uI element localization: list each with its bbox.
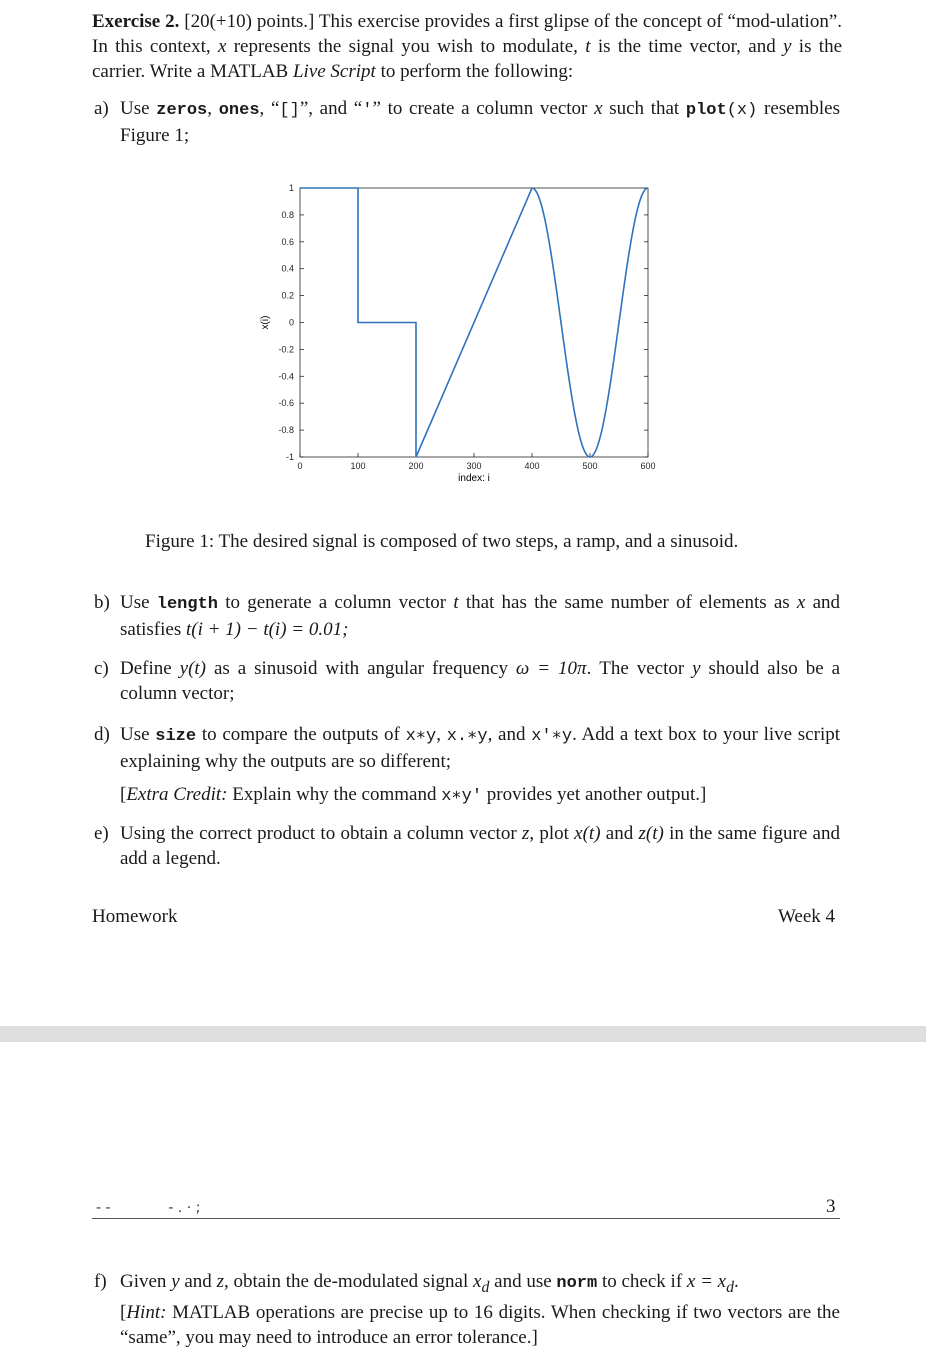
text: should also be a column vector; [120, 658, 840, 704]
item-b [94, 590, 840, 642]
text: , and [487, 724, 532, 745]
footer-week: Week 4 [778, 906, 836, 927]
text: Explain why the command [227, 784, 442, 805]
y-tick-label: -0.8 [278, 425, 294, 436]
text: to compare the outputs of [196, 724, 406, 745]
var-y: y [692, 658, 701, 679]
y-axis-label: x(i) [260, 315, 271, 330]
text: Given [120, 1271, 172, 1292]
var-x: x [217, 36, 227, 57]
text: Use [120, 592, 157, 613]
y-tick-label: 0.6 [281, 236, 294, 247]
x-tick-label: 200 [408, 461, 424, 471]
text: Define [120, 658, 180, 679]
item-label: b) [94, 592, 110, 613]
item-c [94, 656, 840, 706]
hint-label: Hint: [126, 1301, 167, 1323]
math-expression: z(t) [638, 823, 664, 844]
text: and use [489, 1271, 557, 1292]
text: provides yet another output.] [482, 784, 707, 805]
text: to check if [597, 1271, 687, 1292]
text: as a sinusoid with angular frequency [206, 658, 516, 679]
code-arg: (x) [726, 101, 758, 120]
x-tick-label: 400 [524, 461, 540, 471]
text: . Add a text box to your live script explaining why the outputs are so different; [120, 724, 841, 772]
text: , obtain the de-modulated signal [223, 1271, 474, 1292]
intro-text: to perform the following: [375, 61, 574, 82]
code-expr: x∗y [405, 727, 437, 746]
text: and [600, 823, 639, 844]
text: such that [602, 98, 686, 119]
text: ”, and “ [299, 98, 363, 119]
var-z: z [216, 1271, 224, 1292]
text: and [179, 1271, 217, 1292]
exercise-title: Exercise 2. [92, 11, 180, 32]
item-e [94, 821, 840, 871]
code-transpose: ′ [362, 101, 373, 120]
x-tick-label: 600 [640, 461, 656, 471]
figure-1-chart [252, 180, 672, 500]
item-label: a) [94, 98, 109, 119]
text: . [734, 1271, 739, 1292]
math-expression: t(i + 1) − t(i) = 0.01; [185, 619, 349, 640]
text: Using the correct product to obtain a column vector [120, 823, 522, 844]
code-ones: ones [218, 101, 260, 120]
code-length: length [156, 595, 218, 614]
text: in the same figure and add a legend. [120, 823, 840, 869]
text: Use [120, 98, 157, 119]
math-expression: y(t) [179, 658, 207, 679]
text: , “ [259, 98, 280, 119]
code-zeros: zeros [156, 101, 208, 120]
var-x: x [473, 1271, 482, 1292]
item-label: d) [94, 724, 110, 745]
y-tick-label: -0.2 [278, 344, 294, 355]
page-separator [0, 1026, 926, 1042]
intro-text: represents the signal you wish to modulate, [226, 36, 586, 57]
text: and satisfies [120, 592, 840, 640]
item-label: e) [94, 823, 109, 844]
page-number: 3 [826, 1196, 836, 1217]
math-expression: x(t) [574, 823, 601, 844]
signal-line [300, 188, 648, 457]
figure-caption: Figure 1: The desired signal is composed of two steps, a ramp, and a sinusoid. [145, 531, 739, 552]
text: Use [120, 724, 156, 745]
intro-text: is the time vector, and [590, 36, 784, 57]
x-tick-label: 100 [350, 461, 366, 471]
math-expression: x = x [686, 1271, 727, 1292]
item-label: f) [94, 1271, 107, 1292]
y-tick-label: 1 [288, 183, 294, 193]
header-rule [92, 1218, 840, 1219]
scan-artifact: - - - . · ; [96, 1200, 201, 1216]
text: , [436, 724, 447, 745]
var-z: z [521, 823, 530, 844]
x-tick-label: 300 [466, 461, 482, 471]
exercise-intro [92, 9, 842, 84]
var-x: x [594, 98, 603, 119]
code-plot: plot [685, 101, 727, 120]
item-label: c) [94, 658, 109, 679]
subscript: d [481, 1278, 490, 1296]
y-tick-label: 0.8 [281, 209, 294, 220]
var-x: x [796, 592, 806, 613]
text: , plot [529, 823, 575, 844]
y-tick-label: -1 [285, 452, 294, 462]
y-tick-label: 0.2 [281, 290, 294, 301]
footer-homework: Homework [92, 906, 178, 927]
subscript: d [726, 1278, 735, 1296]
item-a [94, 96, 840, 148]
item-d [94, 722, 840, 809]
var-y: y [171, 1271, 180, 1292]
code-expr: x.∗y [446, 727, 488, 746]
x-axis-label: index: i [458, 473, 490, 484]
code-expr: x′∗y [531, 727, 573, 746]
extra-credit-label: Extra Credit: [126, 784, 228, 805]
x-tick-label: 0 [297, 461, 303, 471]
code-brackets: [] [279, 101, 300, 120]
y-tick-label: -0.4 [278, 371, 294, 382]
item-f [94, 1269, 840, 1350]
x-tick-label: 500 [582, 461, 598, 471]
text: resembles Figure 1; [120, 98, 840, 146]
text: . The vector [586, 658, 693, 679]
code-norm: norm [556, 1274, 598, 1293]
math-expression: ω = 10π [515, 658, 587, 679]
text: ” to create a column vector [372, 98, 595, 119]
live-script-term: Live Script [292, 61, 376, 82]
exercise-points: [20(+10) points.] [184, 11, 315, 32]
text: to generate a column vector [218, 592, 454, 613]
y-tick-label: 0 [288, 317, 294, 328]
y-tick-label: 0.4 [281, 263, 294, 274]
var-t: t [453, 592, 459, 613]
text: , [207, 98, 219, 119]
text: [ [120, 784, 127, 805]
text: [ [120, 1301, 127, 1323]
text: that has the same number of elements as [458, 592, 797, 613]
code-size: size [155, 727, 197, 746]
code-expr: x∗y′ [441, 787, 483, 806]
intro-text: is the carrier. Write a MATLAB [92, 36, 843, 82]
intro-text: This exercise provides a first glipse of the concept of “mod-ulation”. In this context, [92, 11, 842, 57]
text: MATLAB operations are precise up to 16 digits. When checking if two vectors are the “same”, you may need to introduce an error tolerance.] [120, 1301, 840, 1348]
var-y: y [783, 36, 792, 57]
var-t: t [585, 36, 591, 57]
y-tick-label: -0.6 [278, 398, 294, 409]
